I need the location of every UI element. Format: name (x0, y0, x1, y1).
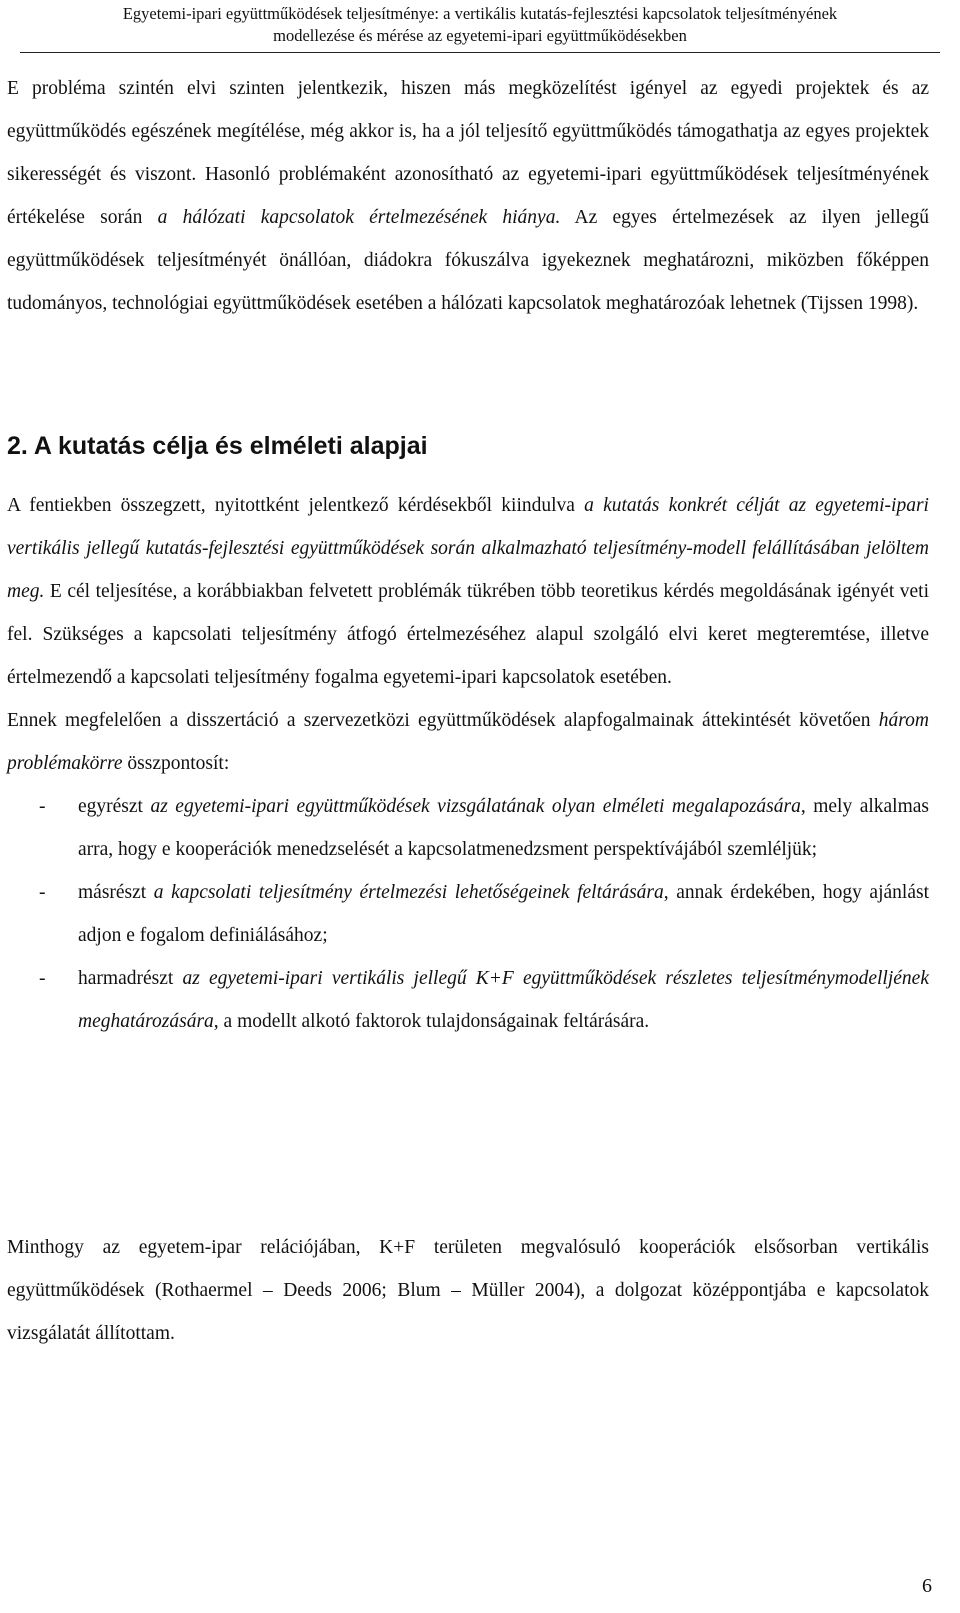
running-header-line-2: modellezése és mérése az egyetemi-ipari együttműködésekben (273, 26, 687, 45)
running-header (0, 0, 960, 47)
bullet-dash: - (39, 882, 46, 903)
bullet-dash: - (39, 796, 46, 817)
section-heading: 2. A kutatás célja és elméleti alapjai (7, 432, 428, 460)
intro-emphasis: a hálózati kapcsolatok értelmezésének hiánya. (157, 207, 561, 228)
page-number: 6 (922, 1575, 932, 1597)
intro-paragraph: E probléma szintén elvi szinten jelentkezik, hiszen más megközelítést igényel az egyedi projektek és az együttműködés egészének megítélése, még akkor is, ha a jól teljesítő együttműködés támogathatja az egyes projektek sikerességét és viszont. Hasonló problémaként azonosítható az egyetemi-ipari együttműködések teljesítményének értékelése során a hálózati kapcsolatok értelmezésének hiánya. Az egyes értelmezések az ilyen jellegű együttműködések teljesítményét önállóan, diádokra fókuszálva igyekeznek meghatározni, miközben főképpen tudományos, technológiai együttműködések esetében a hálózati kapcsolatok meghatározóak lehetnek (Tijssen 1998). (7, 78, 929, 314)
problem-areas-emphasis: három problémakörre (7, 710, 929, 774)
intro-section (7, 67, 929, 325)
list-item: - másrészt a kapcsolati teljesítmény értelmezési lehetőségeinek feltárására, annak érdekében, hogy ajánlást adjon e fogalom definiálásához; (7, 871, 929, 957)
running-header-line-1: Egyetemi-ipari együttműködések teljesítménye: a vertikális kutatás-fejlesztési kapcsolatok teljesítményének (122, 4, 838, 23)
list-item: - egyrészt az egyetemi-ipari együttműködések vizsgálatának olyan elméleti megalapozására, mely alkalmas arra, hogy e kooperációk menedzselését a kapcsolatmenedzsment perspektívájából szemléljük; (7, 785, 929, 871)
problem-area-list (7, 785, 929, 1043)
list-item: - harmadrészt az egyetemi-ipari vertikális jellegű K+F együttműködések részletes teljesítménymodelljének meghatározására, a modellt alkotó faktorok tulajdonságainak feltárására. (7, 957, 929, 1043)
closing-section (7, 1226, 929, 1355)
section-2-paragraph-1: A fentiekben összegzett, nyitottként jelentkező kérdésekből kiindulva a kutatás konkrét célját az egyetemi-ipari vertikális jellegű kutatás-fejlesztési együttműködések során alkalmazható teljesítmény-modell felállításában jelöltem meg. E cél teljesítése, a korábbiakban felvetett problémák tükrében több teoretikus kérdés megoldásának igényét veti fel. Szükséges a kapcsolati teljesítmény átfogó értelmezéséhez alapul szolgáló elvi keret megteremtése, illetve értelmezendő a kapcsolati teljesítmény fogalma egyetemi-ipari kapcsolatok esetében. (7, 495, 929, 688)
closing-paragraph: Minthogy az egyetem-ipar relációjában, K+F területen megvalósuló kooperációk elsősorban vertikális együttműködések (Rothaermel – Deeds 2006; Blum – Müller 2004), a dolgozat középpontjába e kapcsolatok vizsgálatát állítottam. (7, 1237, 929, 1344)
research-goal-emphasis: a kutatás konkrét célját az egyetemi-ipari vertikális jellegű kutatás-fejlesztési együttműködések során alkalmazható teljesítmény-modell felállításában jelöltem meg. (7, 495, 929, 602)
section-2-paragraph-2: Ennek megfelelően a disszertáció a szervezetközi együttműködések alapfogalmainak áttekintését követően három problémakörre összpontosít: (7, 710, 929, 774)
header-divider (20, 52, 940, 53)
bullet-dash: - (39, 968, 46, 989)
section-2-body (7, 484, 929, 1043)
